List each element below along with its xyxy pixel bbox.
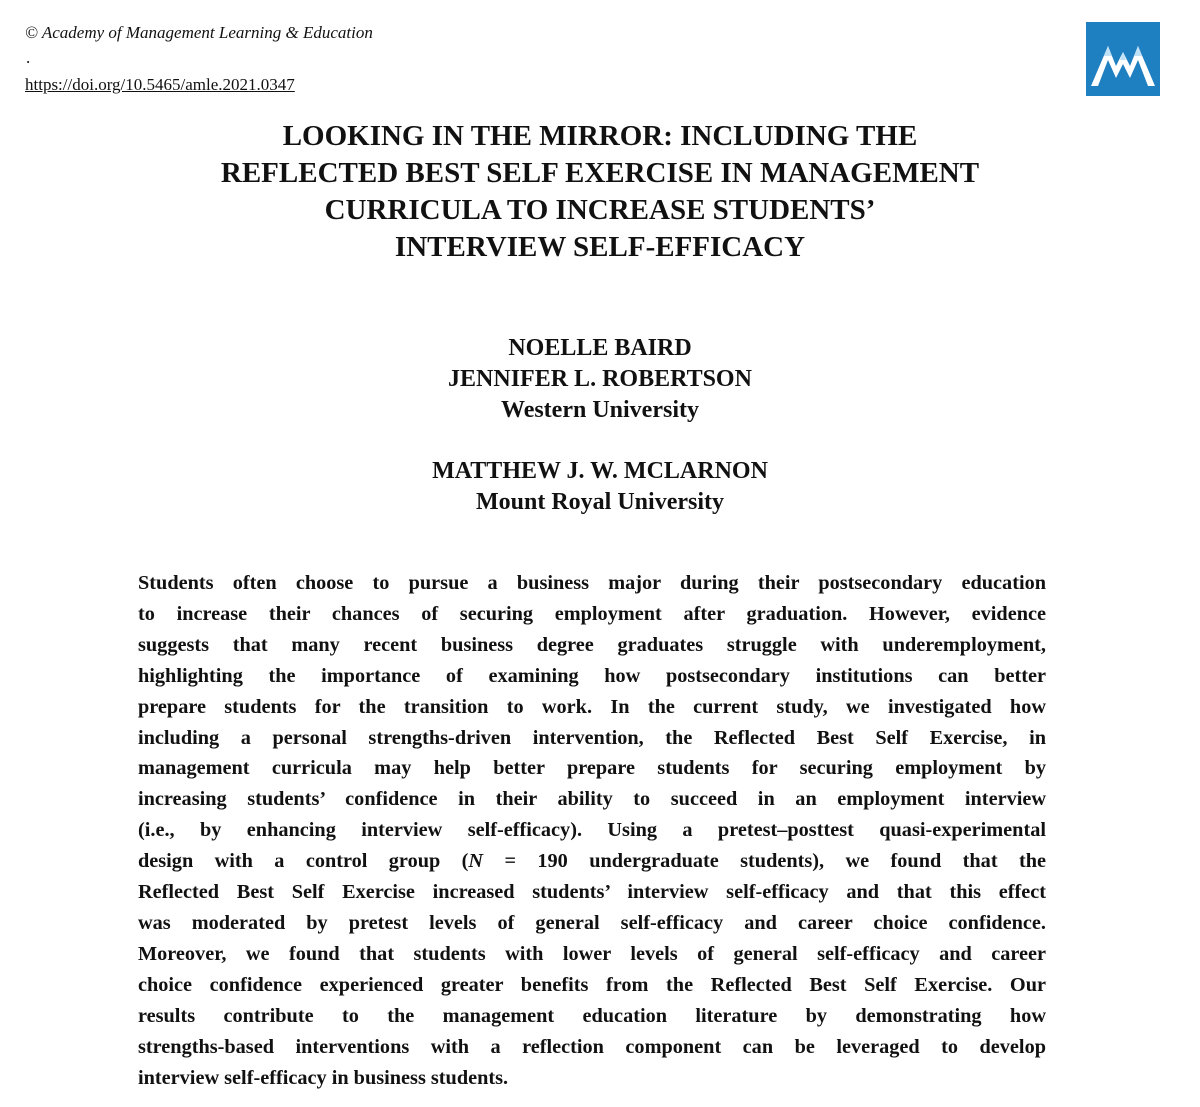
- abstract-line: to increase their chances of securing employment after graduation. However, evidence: [138, 602, 1046, 625]
- author-group: [200, 333, 1000, 426]
- title-line: LOOKING IN THE MIRROR: INCLUDING THE: [282, 120, 918, 152]
- author-affiliation: Western University: [501, 397, 699, 423]
- abstract-line: results contribute to the management education literature by demonstrating how: [138, 1004, 1046, 1027]
- abstract-line: interview self-efficacy in business students.: [138, 1066, 509, 1089]
- abstract-text-segment: design with a control group (: [138, 850, 469, 873]
- sample-size-symbol: N: [468, 850, 484, 873]
- abstract-line: suggests that many recent business degree graduates struggle with underemployment,: [138, 633, 1046, 656]
- abstract-line: (i.e., by enhancing interview self-efficacy). Using a pretest–posttest quasi-experimental: [138, 819, 1046, 842]
- author-affiliation: Mount Royal University: [476, 489, 724, 515]
- abstract-line: Students often choose to pursue a business major during their postsecondary education: [138, 572, 1046, 594]
- abstract-line: including a personal strengths-driven intervention, the Reflected Best Self Exercise, in: [138, 726, 1046, 749]
- author-group: [200, 456, 1000, 518]
- abstract-line: Reflected Best Self Exercise increased students’ interview self-efficacy and that this effect: [138, 881, 1046, 904]
- abstract-line: choice confidence experienced greater benefits from the Reflected Best Self Exercise. Our: [138, 973, 1046, 996]
- abstract-line: strengths-based interventions with a reflection component can be leveraged to develop: [138, 1035, 1046, 1058]
- author-name: MATTHEW J. W. MCLARNON: [432, 458, 768, 484]
- journal-name: © Academy of Management Learning & Education: [25, 23, 373, 42]
- title-line: REFLECTED BEST SELF EXERCISE IN MANAGEMENT: [220, 157, 980, 189]
- author-name: NOELLE BAIRD: [508, 335, 692, 361]
- doi-link[interactable]: https://doi.org/10.5465/amle.2021.0347: [25, 75, 295, 94]
- abstract-line: Moreover, we found that students with lower levels of general self-efficacy and career: [138, 942, 1046, 965]
- abstract-line-with-italic: [138, 846, 1046, 877]
- abstract: [138, 568, 1046, 1093]
- abstract-line: increasing students’ confidence in their ability to succeed in an employment interview: [138, 788, 1046, 811]
- abstract-line: management curricula may help better prepare students for securing employment by: [138, 757, 1046, 780]
- abstract-text-segment: = 190 undergraduate students), we found that the: [483, 850, 1046, 873]
- title-line: INTERVIEW SELF-EFFICACY: [394, 231, 806, 263]
- header-separator: .: [26, 48, 31, 67]
- amle-mountain-logo-icon: [1086, 22, 1160, 96]
- article-title: [100, 118, 1100, 266]
- author-name: JENNIFER L. ROBERTSON: [448, 366, 752, 392]
- abstract-line: prepare students for the transition to work. In the current study, we investigated how: [138, 695, 1046, 718]
- title-line: CURRICULA TO INCREASE STUDENTS’: [324, 194, 876, 226]
- abstract-line: highlighting the importance of examining how postsecondary institutions can better: [138, 664, 1046, 687]
- abstract-line: was moderated by pretest levels of general self-efficacy and career choice confidence.: [138, 911, 1046, 934]
